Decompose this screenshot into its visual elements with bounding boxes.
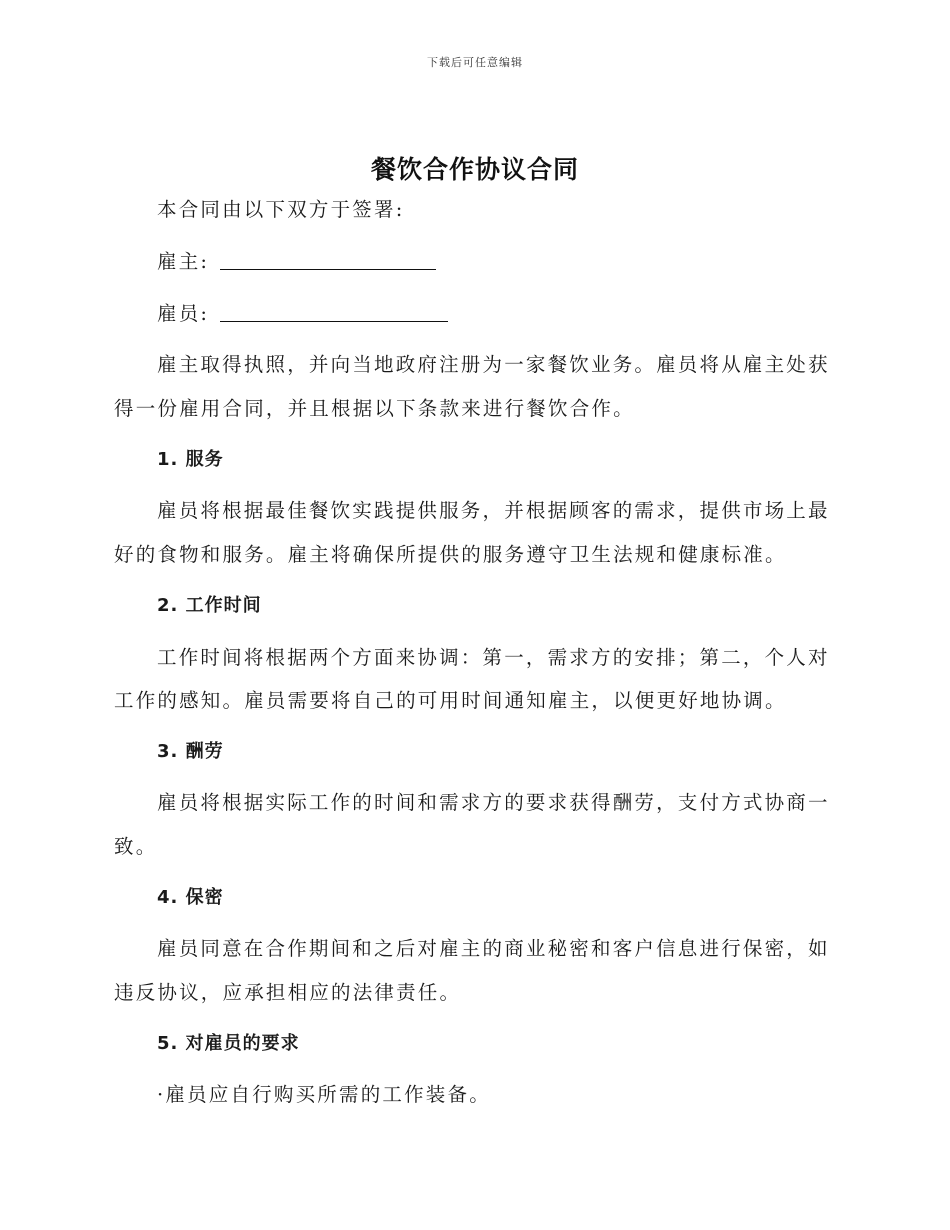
preamble-line-1: 雇主取得执照，并向当地政府注册为一家餐饮业务。雇员将从雇主处获 bbox=[157, 353, 830, 376]
employee-line bbox=[157, 300, 448, 328]
section-heading-service: 1. 服务 bbox=[157, 449, 224, 470]
employer-label: 雇主: bbox=[157, 250, 210, 273]
section-pay-line-1: 雇员将根据实际工作的时间和需求方的要求获得酬劳，支付方式协商一 bbox=[157, 791, 830, 814]
section-heading-hours: 2. 工作时间 bbox=[157, 595, 262, 616]
section-confidentiality-line-1: 雇员同意在合作期间和之后对雇主的商业秘密和客户信息进行保密，如 bbox=[157, 937, 830, 960]
section-heading-pay: 3. 酬劳 bbox=[157, 741, 224, 762]
section-hours-line-1: 工作时间将根据两个方面来协调：第一，需求方的安排；第二，个人对 bbox=[157, 646, 830, 669]
section-heading-requirements: 5. 对雇员的要求 bbox=[157, 1033, 300, 1054]
section-service-line-1: 雇员将根据最佳餐饮实践提供服务，并根据顾客的需求，提供市场上最 bbox=[157, 499, 830, 522]
employee-label: 雇员: bbox=[157, 302, 210, 325]
preamble-line-2: 得一份雇用合同，并且根据以下条款来进行餐饮合作。 bbox=[114, 397, 635, 420]
requirements-bullet-item: ·雇员应自行购买所需的工作装备。 bbox=[157, 1083, 491, 1106]
section-confidentiality-line-2: 违反协议，应承担相应的法律责任。 bbox=[114, 981, 462, 1004]
document-title: 餐饮合作协议合同 bbox=[370, 155, 579, 184]
employer-signature-blank bbox=[220, 249, 436, 270]
employee-signature-blank bbox=[220, 301, 448, 322]
section-pay-line-2: 致。 bbox=[114, 835, 158, 858]
section-hours-line-2: 工作的感知。雇员需要将自己的可用时间通知雇主，以便更好地协调。 bbox=[114, 689, 787, 712]
header-note: 下载后可任意编辑 bbox=[427, 56, 523, 69]
section-heading-confidentiality: 4. 保密 bbox=[157, 887, 224, 908]
section-service-line-2: 好的食物和服务。雇主将确保所提供的服务遵守卫生法规和健康标准。 bbox=[114, 543, 787, 566]
intro-line: 本合同由以下双方于签署: bbox=[157, 198, 405, 221]
employer-line bbox=[157, 248, 436, 276]
